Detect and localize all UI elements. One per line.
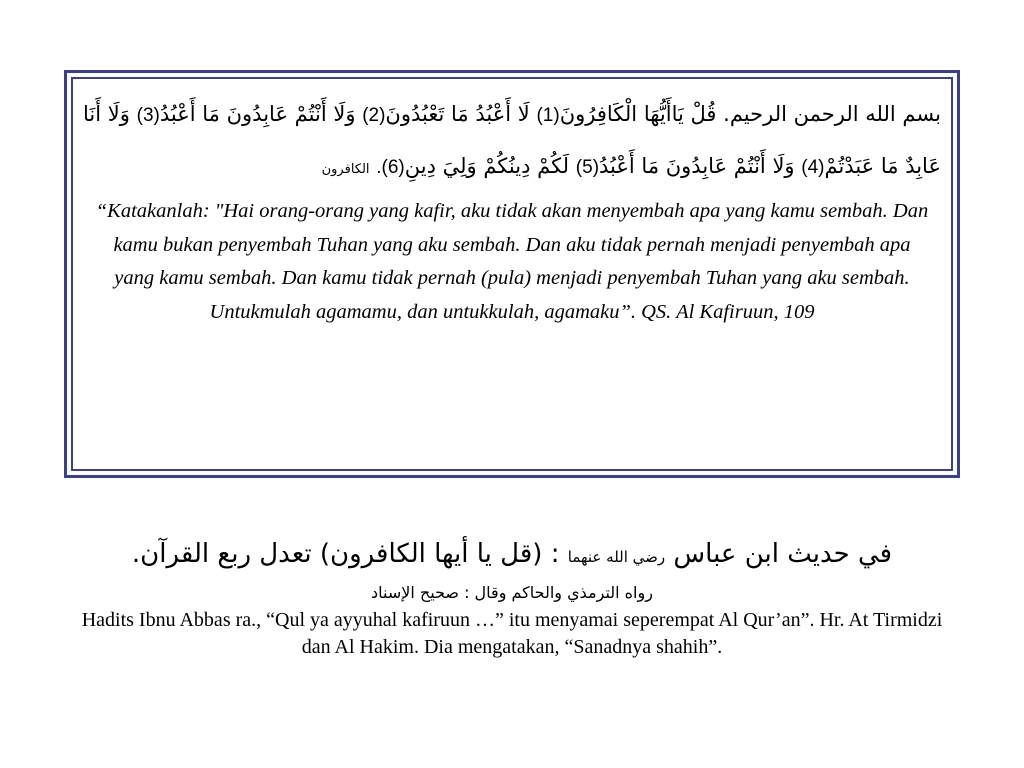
verse-2: لَا أَعْبُدُ مَا تَعْبُدُونَ xyxy=(385,102,530,126)
verse-6: لَكُمْ دِينُكُمْ وَلِيَ دِينِ xyxy=(404,154,570,178)
verse-number-3: (3) xyxy=(136,105,160,126)
surah-name: الكافرون xyxy=(321,162,370,177)
hadith-latin-translation: Hadits Ibnu Abbas ra., “Qul ya ayyuhal kafiruun …” itu menyamai seperempat Al Qur’an”. Hr. At Tirmidzi dan Al Hakim. Dia mengatakan, “Sanadnya shahih”. xyxy=(81,609,943,658)
verse-4: وَلَا أَنَا عَابِدٌ مَا عَبَدْتُمْ xyxy=(83,102,941,178)
quran-text-box-inner xyxy=(71,77,953,471)
surah-translation: “Katakanlah: "Hai orang-orang yang kafir, aku tidak akan menyembah apa yang kamu sembah. Dan kamu bukan penyembah Tuhan yang aku sembah. Dan aku tidak pernah menjadi penyembah apa yang kamu sembah. Dan kamu tidak pernah (pula) menjadi penyembah Tuhan yang aku sembah. Untukmulah agamamu, dan untukkulah, agamaku”. QS. Al Kafiruun, 109 xyxy=(95,200,929,323)
verse-number-5: (5) xyxy=(575,157,600,178)
verse-3: وَلَا أَنْتُمْ عَابِدُونَ مَا أَعْبُدُ xyxy=(159,102,356,126)
basmala-verse-1: بسم الله الرحمن الرحيم. قُلْ يَاأَيُّهَا الْكَافِرُونَ xyxy=(559,102,941,126)
hadith-arabic-honorific: رضي الله عنهما xyxy=(567,548,666,566)
verse-number-1: (1) xyxy=(536,105,560,126)
verse-5: وَلَا أَنْتُمْ عَابِدُونَ مَا أَعْبُدُ xyxy=(599,154,795,178)
hadith-arabic-part1: في حديث ابن عباس xyxy=(673,539,893,569)
hadith-narration: رواه الترمذي والحاكم وقال : صحيح الإسناد xyxy=(371,583,653,602)
verse-number-2: (2) xyxy=(362,105,386,126)
hadith-arabic-text xyxy=(70,532,954,579)
verse-number-4: (4) xyxy=(801,157,825,178)
quran-text-box xyxy=(64,70,960,478)
surah-arabic-text xyxy=(83,89,941,195)
hadith-arabic-part2: : (قل يا أيها الكافرون) تعدل ربع القرآن. xyxy=(131,539,560,569)
verse-number-6: (6). xyxy=(376,157,405,178)
hadith-section xyxy=(70,532,954,661)
